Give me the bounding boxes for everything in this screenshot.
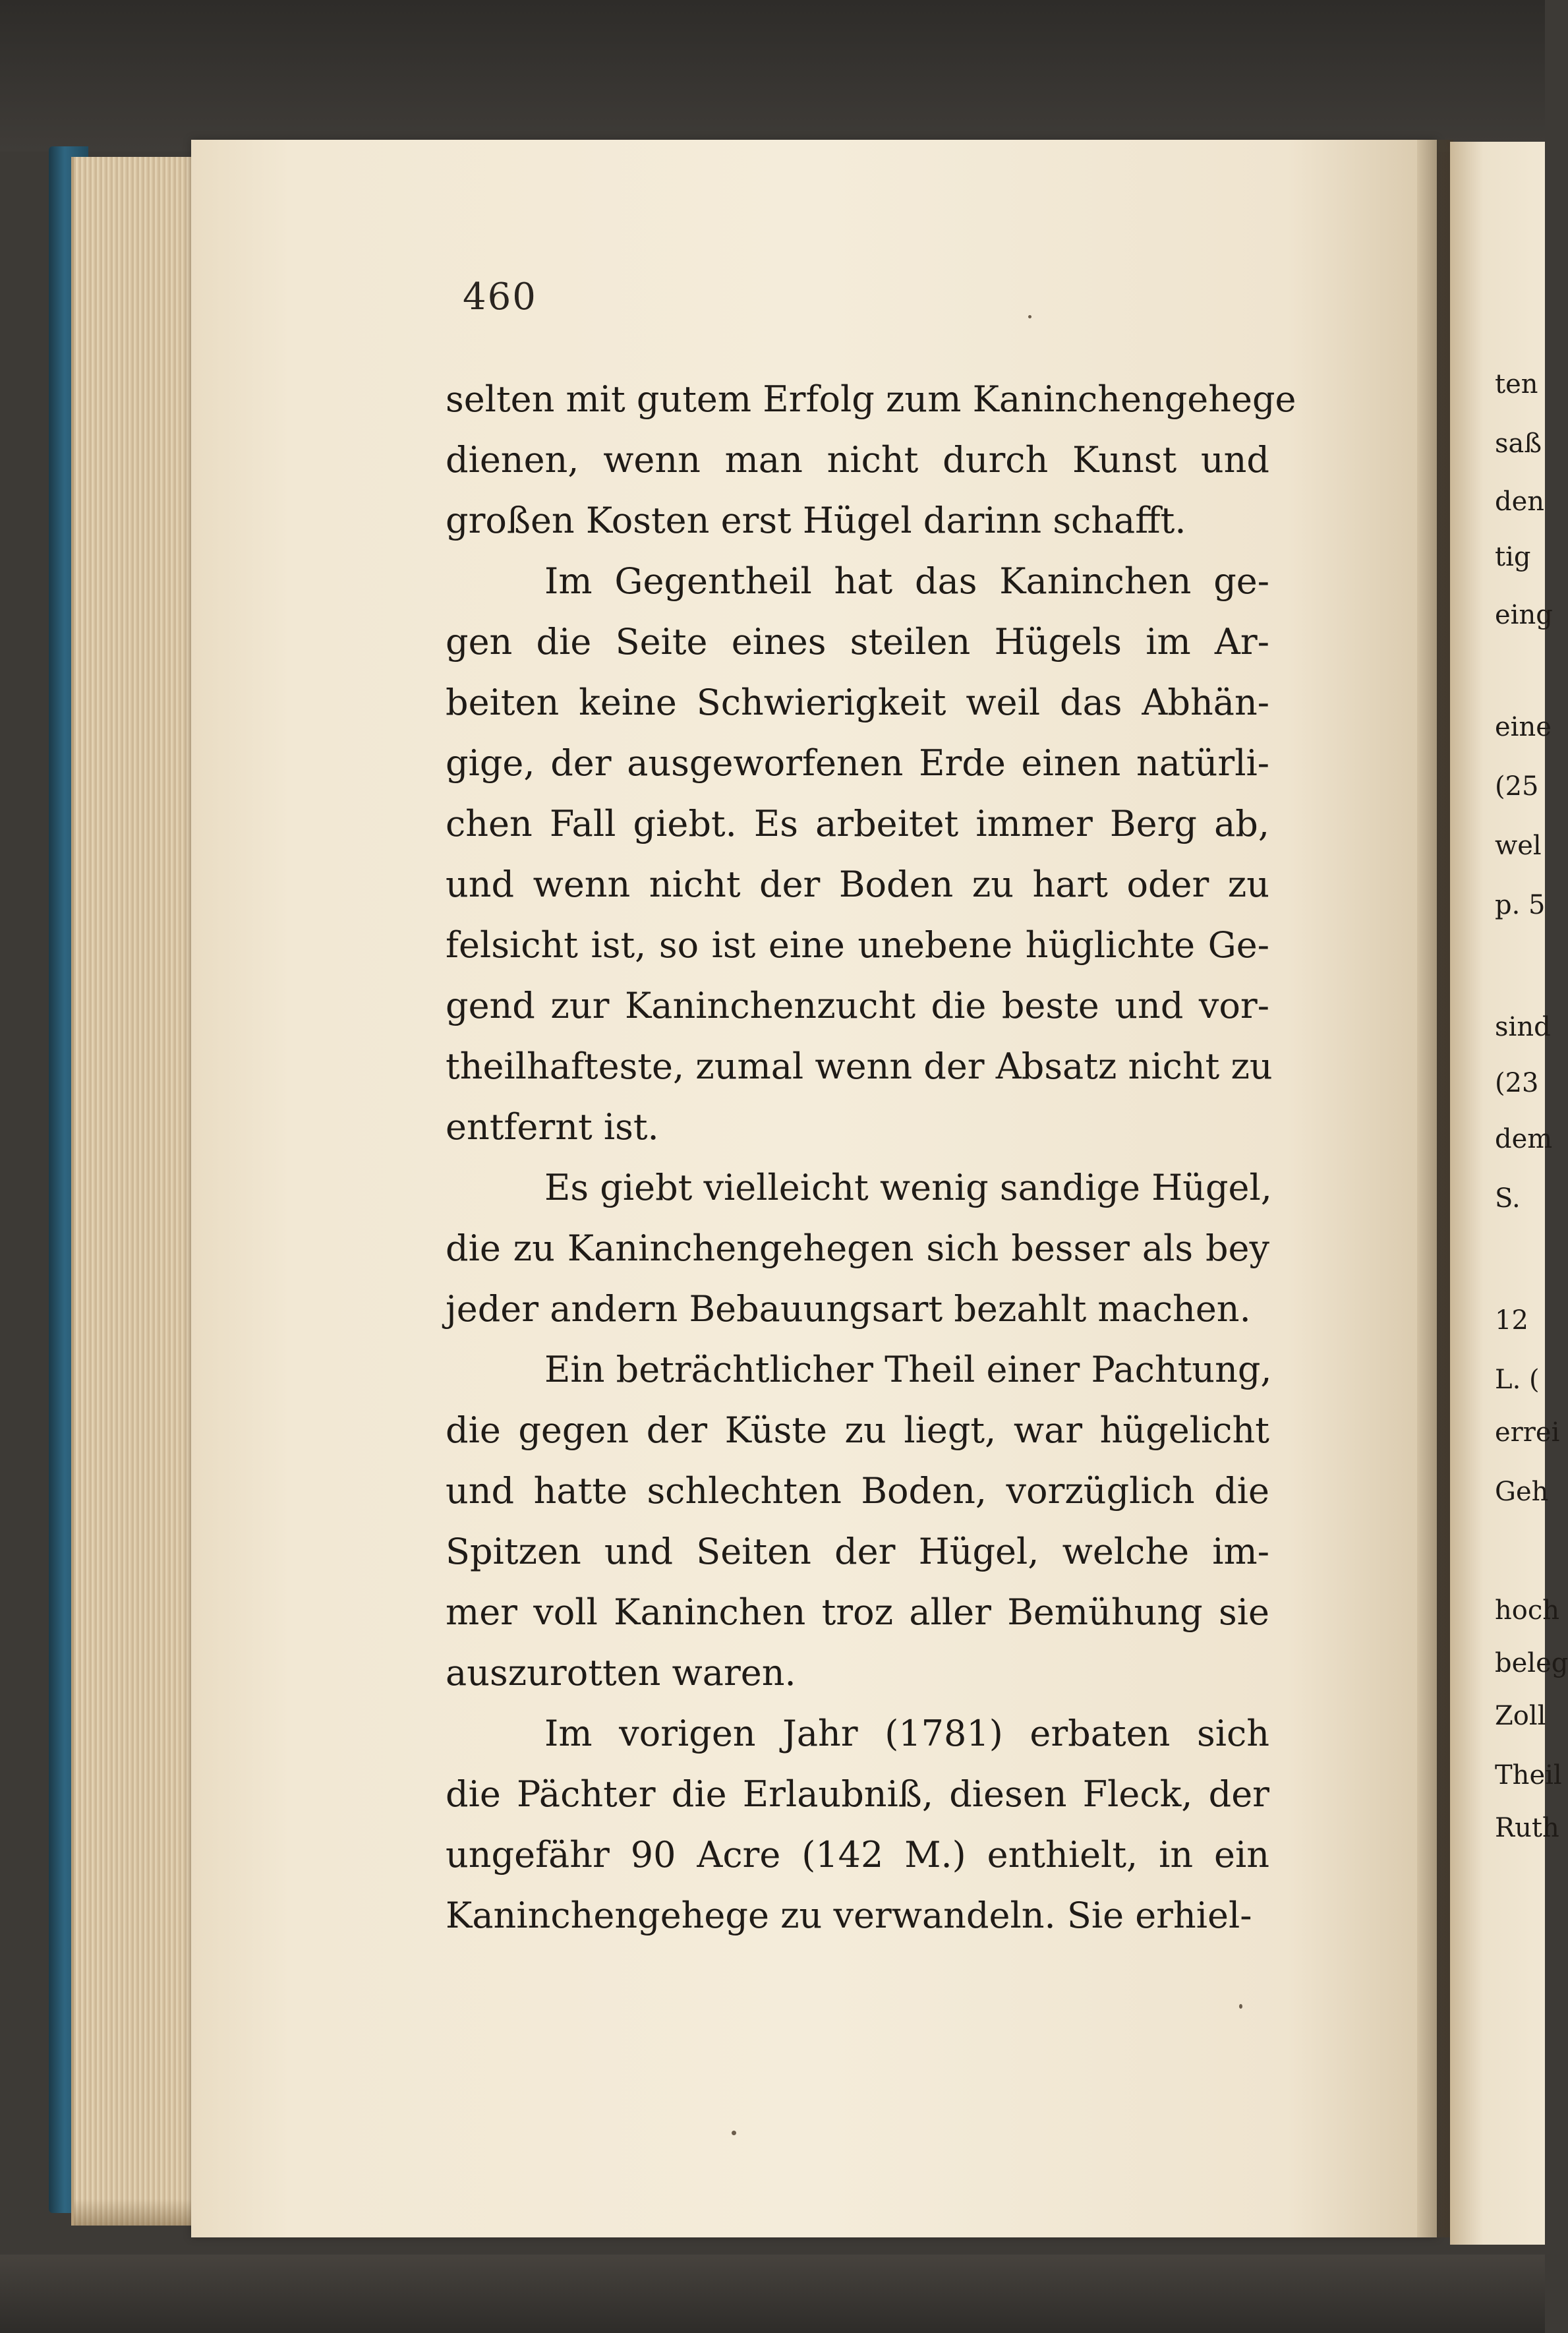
text-line: und wenn nicht der Boden zu hart oder zu (446, 864, 1269, 905)
margin-fragment: den (1495, 487, 1545, 517)
text-line: mer voll Kaninchen troz aller Bemühung sie (446, 1591, 1269, 1633)
text-line: dienen, wenn man nicht durch Kunst und (446, 439, 1269, 481)
margin-fragment: dem (1495, 1124, 1553, 1154)
text-line: und hatte schlechten Boden, vorzüglich die (446, 1470, 1269, 1512)
right-page-fragments (1495, 369, 1568, 1951)
text-line: chen Fall giebt. Es arbeitet immer Berg ab, (446, 803, 1269, 844)
text-line: gige, der ausgeworfenen Erde einen natürli- (446, 742, 1269, 784)
text-line: Spitzen und Seiten der Hügel, welche im- (446, 1531, 1269, 1572)
text-line: selten mit gutem Erfolg zum Kaninchengehege (446, 378, 1296, 420)
margin-fragment: (23 (1495, 1068, 1539, 1098)
margin-fragment: beleg (1495, 1648, 1568, 1678)
page-gutter (1417, 140, 1453, 2237)
paper-speck (1239, 2004, 1242, 2009)
paper-speck (1028, 315, 1031, 318)
text-line: gend zur Kaninchenzucht die beste und vor- (446, 985, 1269, 1026)
text-line: die zu Kaninchengehegen sich besser als bey (446, 1227, 1269, 1269)
text-line: gen die Seite eines steilen Hügels im Ar- (446, 621, 1269, 663)
margin-fragment: wel (1495, 831, 1542, 861)
margin-fragment: Theil (1495, 1760, 1562, 1790)
margin-fragment: tig (1495, 542, 1531, 572)
backdrop-top (0, 0, 1545, 152)
text-line: Im vorigen Jahr (1781) erbaten sich (544, 1713, 1269, 1754)
text-line: felsicht ist, so ist eine unebene hüglichte Ge- (446, 924, 1269, 966)
margin-fragment: saß (1495, 428, 1542, 459)
margin-fragment: eing (1495, 600, 1553, 630)
text-line: theilhafteste, zumal wenn der Absatz nicht zu (446, 1046, 1273, 1087)
margin-fragment: 12 (1495, 1305, 1528, 1336)
margin-fragment: L. ( (1495, 1365, 1540, 1395)
text-line: Ein beträchtlicher Theil einer Pachtung, (544, 1349, 1272, 1390)
margin-fragment: S. (1495, 1183, 1521, 1214)
page-number: 460 (463, 276, 537, 318)
text-line: beiten keine Schwierigkeit weil das Abhän- (446, 682, 1269, 723)
text-line: Es giebt vielleicht wenig sandige Hügel, (544, 1167, 1272, 1208)
margin-fragment: Ruth (1495, 1813, 1559, 1843)
margin-fragment: eine (1495, 712, 1552, 742)
text-line: ungefähr 90 Acre (142 M.) enthielt, in ein (446, 1834, 1269, 1875)
margin-fragment: Geh (1495, 1477, 1549, 1507)
paper-speck (732, 2131, 736, 2135)
margin-fragment: (25 (1495, 771, 1539, 802)
text-line: großen Kosten erst Hügel darinn schafft. (446, 500, 1186, 541)
margin-fragment: sind (1495, 1012, 1551, 1042)
text-line: die Pächter die Erlaubniß, diesen Fleck, der (446, 1773, 1269, 1815)
text-line: die gegen der Küste zu liegt, war hügelicht (446, 1409, 1269, 1451)
text-line: entfernt ist. (446, 1106, 659, 1148)
body-text (446, 369, 1296, 1946)
margin-fragment: p. 5 (1495, 890, 1546, 920)
margin-fragment: errei (1495, 1417, 1560, 1448)
page-edges (71, 157, 199, 2226)
text-line: auszurotten waren. (446, 1652, 796, 1694)
text-line: Im Gegentheil hat das Kaninchen ge- (544, 560, 1269, 602)
backdrop-bottom (0, 2255, 1545, 2333)
margin-fragment: ten (1495, 369, 1538, 399)
text-line: jeder andern Bebauungsart bezahlt machen. (446, 1288, 1251, 1330)
margin-fragment: hoch (1495, 1595, 1560, 1626)
margin-fragment: Zoll (1495, 1701, 1546, 1731)
text-line: Kaninchengehege zu verwandeln. Sie erhiel- (446, 1895, 1252, 1936)
